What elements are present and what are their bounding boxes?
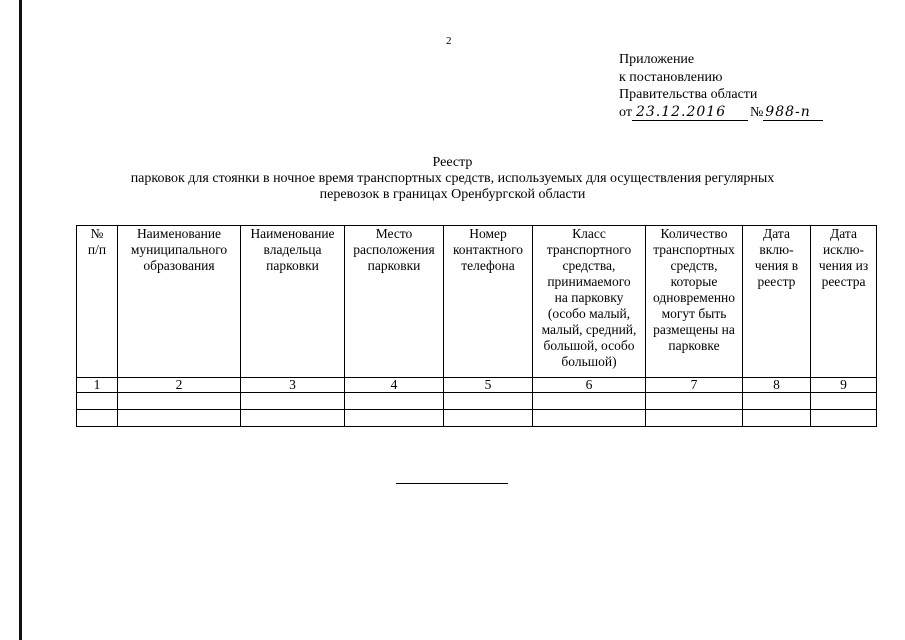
number-label: № xyxy=(749,104,764,120)
empty-cell xyxy=(77,410,118,427)
empty-cell xyxy=(345,393,444,410)
approval-line-1: Приложение xyxy=(619,52,695,67)
empty-cell xyxy=(811,410,877,427)
column-number-cell: 5 xyxy=(444,378,533,393)
header-cell: № п/п xyxy=(77,226,118,378)
page-number: 2 xyxy=(446,35,452,47)
header-cell: Количество транспортных средств, которые одновременно могут быть размещены на парковке xyxy=(646,226,743,378)
header-cell: Дата исклю- чения из реестра xyxy=(811,226,877,378)
empty-cell xyxy=(345,410,444,427)
empty-cell xyxy=(77,393,118,410)
empty-cell xyxy=(743,393,811,410)
column-number-cell: 4 xyxy=(345,378,444,393)
empty-cell xyxy=(811,393,877,410)
header-cell: Наименование муниципального образования xyxy=(118,226,241,378)
empty-cell xyxy=(241,393,345,410)
column-number-cell: 2 xyxy=(118,378,241,393)
column-number-cell: 8 xyxy=(743,378,811,393)
column-number-cell: 1 xyxy=(77,378,118,393)
header-cell: Класс транспортного средства, принимаемого на парковку (особо малый, малый, средний, большой, особо большой) xyxy=(533,226,646,378)
empty-cell xyxy=(533,410,646,427)
left-margin-bar xyxy=(19,0,22,640)
empty-cell xyxy=(241,410,345,427)
register-table xyxy=(76,225,877,427)
empty-cell xyxy=(444,393,533,410)
empty-cell xyxy=(646,393,743,410)
empty-cell xyxy=(646,410,743,427)
header-cell: Номер контактного телефона xyxy=(444,226,533,378)
title-line-3: перевозок в границах Оренбургской области xyxy=(319,187,586,202)
column-number-row xyxy=(77,378,877,393)
column-number-cell: 6 xyxy=(533,378,646,393)
from-label: от xyxy=(619,104,632,120)
empty-cell xyxy=(743,410,811,427)
empty-table-row xyxy=(77,410,877,427)
column-number-cell: 9 xyxy=(811,378,877,393)
approval-block xyxy=(619,51,823,121)
column-number-cell: 7 xyxy=(646,378,743,393)
empty-table-row xyxy=(77,393,877,410)
empty-cell xyxy=(118,410,241,427)
title-line-2: парковок для стоянки в ночное время транспортных средств, используемых для осуществления регулярных xyxy=(130,171,775,186)
header-cell: Дата вклю- чения в реестр xyxy=(743,226,811,378)
empty-cell xyxy=(118,393,241,410)
empty-cell xyxy=(444,410,533,427)
approval-line-3: Правительства области xyxy=(619,87,758,102)
approval-line-2: к постановлению xyxy=(619,69,723,85)
handwritten-number: 988-п xyxy=(763,105,823,121)
title-line-1: Реестр xyxy=(432,155,473,170)
header-cell: Место расположения парковки xyxy=(345,226,444,378)
end-separator-line xyxy=(396,483,508,484)
column-number-cell: 3 xyxy=(241,378,345,393)
header-cell: Наименование владельца парковки xyxy=(241,226,345,378)
document-title xyxy=(60,155,845,203)
empty-cell xyxy=(533,393,646,410)
approval-date-number-line xyxy=(619,104,823,122)
handwritten-date: 23.12.2016 xyxy=(632,105,748,121)
header-row xyxy=(77,226,877,378)
